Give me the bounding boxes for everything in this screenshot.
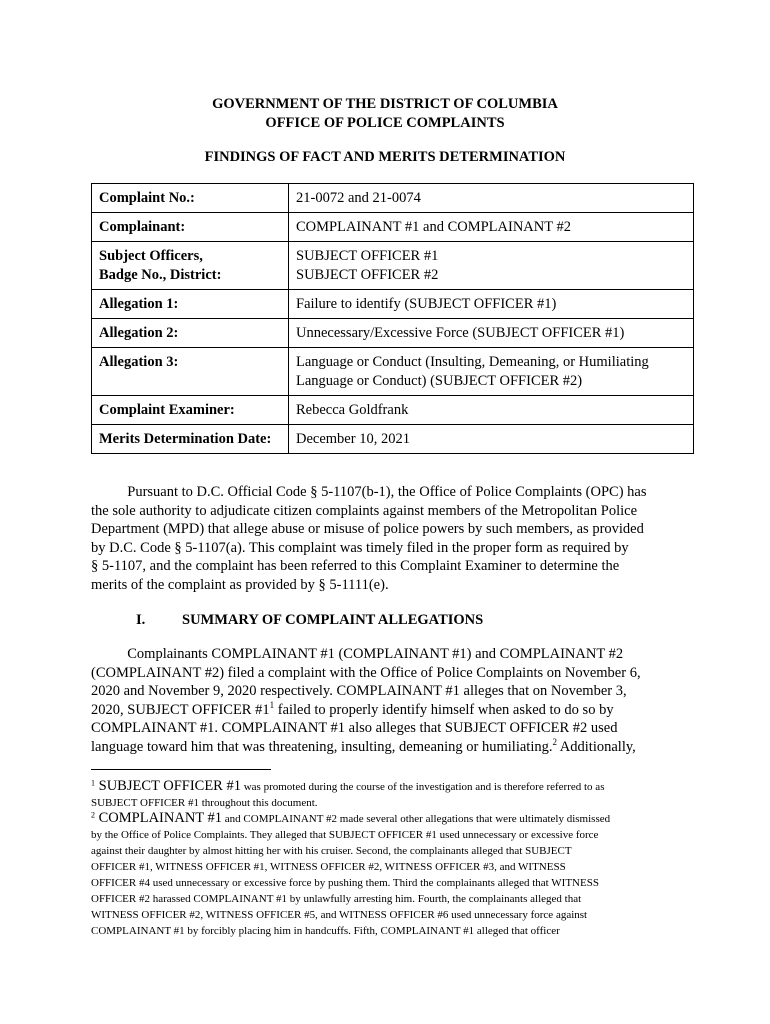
info-label-text: Allegation 1: [99,296,179,312]
office-heading: OFFICE OF POLICE COMPLAINTS [265,115,505,131]
info-row [92,184,694,213]
footnote-divider [91,769,271,770]
footnote-ref-1[interactable]: 1 [269,699,275,710]
info-label-text: Complainant: [99,219,186,235]
info-label-text: Complaint Examiner: [99,402,235,418]
info-value-text: SUBJECT OFFICER #1 [296,248,439,264]
info-label-text: Subject Officers, [99,248,203,264]
info-row [92,396,694,425]
footnote-text: and COMPLAINANT #2 made several other allegations that were ultimately dismissed [222,813,611,825]
info-value-text: Language or Conduct (Insulting, Demeaning, or Humiliating [296,354,649,370]
summary-line: (COMPLAINANT #2) filed a complaint with the Office of Police Complaints on November 6, [91,664,641,681]
summary-text: failed to properly identify himself when asked to do so by [274,701,614,718]
info-value-text: Unnecessary/Excessive Force (SUBJECT OFFICER #1) [296,325,625,341]
info-value [289,319,694,348]
complaint-info-table [91,183,694,454]
info-value [289,425,694,454]
info-value-text: COMPLAINANT #1 and COMPLAINANT #2 [296,219,571,235]
footnote-line: OFFICER #1, WITNESS OFFICER #1, WITNESS OFFICER #2, WITNESS OFFICER #3, and WITNESS [91,861,566,873]
info-value [289,242,694,290]
intro-line: § 5-1107, and the complaint has been referred to this Complaint Examiner to determine the [91,558,620,574]
info-label-text: Allegation 3: [99,354,179,370]
footnote-line [91,810,695,827]
footnote-2 [91,810,695,939]
info-row [92,319,694,348]
intro-line: Department (MPD) that allege abuse or misuse of police powers by such members, as provided [91,521,644,537]
info-label-text: Merits Determination Date: [99,431,272,447]
summary-text: language toward him that was threatening, insulting, demeaning or humiliating. [91,738,553,755]
info-row [92,213,694,242]
footnote-line: COMPLAINANT #1 by forcibly placing him in handcuffs. Fifth, COMPLAINANT #1 alleged that officer [91,925,560,937]
footnote-line: SUBJECT OFFICER #1 throughout this document. [91,797,318,809]
summary-line: COMPLAINANT #1. COMPLAINANT #1 also alleges that SUBJECT OFFICER #2 used [91,720,618,736]
intro-line: Pursuant to D.C. Official Code § 5-1107(b-1), the Office of Police Complaints (OPC) has [91,484,647,500]
info-label-text: Badge No., District: [99,267,222,283]
summary-line: Complainants COMPLAINANT #1 (COMPLAINANT #1) and COMPLAINANT #2 [91,646,624,662]
footnote-lead: COMPLAINANT #1 [95,810,223,826]
intro-paragraph [91,483,695,594]
document-title: FINDINGS OF FACT AND MERITS DETERMINATION [204,149,566,165]
info-value-text: SUBJECT OFFICER #2 [296,267,439,283]
footnote-line: by the Office of Police Complaints. They alleged that SUBJECT OFFICER #1 used unnecessary or excessive force [91,829,599,841]
footnote-ref-2[interactable]: 2 [552,736,557,747]
info-value-text: 21-0072 and 21-0074 [296,190,421,206]
section-number: I. [136,612,146,628]
info-value [289,348,694,396]
info-label-text: Allegation 2: [99,325,179,341]
info-label [92,396,289,425]
section-title: SUMMARY OF COMPLAINT ALLEGATIONS [182,612,484,628]
info-label [92,213,289,242]
footnote-1 [91,778,695,811]
info-value-text: Rebecca Goldfrank [296,402,409,418]
info-label [92,242,289,290]
info-value-text: Failure to identify (SUBJECT OFFICER #1) [296,296,557,312]
summary-line [91,701,695,720]
info-value [289,184,694,213]
footnote-line: WITNESS OFFICER #2, WITNESS OFFICER #5, and WITNESS OFFICER #6 used unnecessary force against [91,909,588,921]
footnote-lead: SUBJECT OFFICER #1 [95,778,241,794]
info-value [289,213,694,242]
intro-line: the sole authority to adjudicate citizen complaints against members of the Metropolitan Police [91,502,638,519]
info-value-text: Language or Conduct) (SUBJECT OFFICER #2) [296,373,583,389]
summary-line [91,738,695,757]
footnote-line: OFFICER #2 harassed COMPLAINANT #1 by unlawfully arresting him. Fourth, the complainants alleged that [91,893,582,905]
summary-line: 2020 and November 9, 2020 respectively. COMPLAINANT #1 alleges that on November 3, [91,683,627,699]
info-label [92,290,289,319]
intro-line: merits of the complaint as provided by § 5-1111(e). [91,576,389,593]
footnote-line: against their daughter by almost hitting her with his cruiser. Second, the complainants alleged that SUBJECT [91,845,572,857]
footnote-line [91,778,695,795]
summary-text: Additionally, [556,738,636,755]
info-label [92,184,289,213]
info-row [92,348,694,396]
footnote-marker: 2 [91,810,95,820]
info-label-text: Complaint No.: [99,190,195,206]
info-row [92,290,694,319]
info-value [289,290,694,319]
info-value [289,396,694,425]
footnote-marker: 1 [91,778,95,788]
info-value-text: December 10, 2021 [296,431,410,447]
info-label [92,348,289,396]
government-heading: GOVERNMENT OF THE DISTRICT OF COLUMBIA [212,96,558,112]
footnote-line: OFFICER #4 used unnecessary or excessive force by pushing them. Third the complainants alleged that WITNESS [91,877,599,889]
info-label [92,425,289,454]
info-row [92,242,694,290]
info-row [92,425,694,454]
footnote-text: was promoted during the course of the investigation and is therefore referred to as [240,781,605,793]
intro-line: by D.C. Code § 5-1107(a). This complaint was timely filed in the proper form as required by [91,539,629,556]
summary-paragraph [91,645,695,756]
info-label [92,319,289,348]
summary-text: 2020, SUBJECT OFFICER #1 [91,701,270,718]
